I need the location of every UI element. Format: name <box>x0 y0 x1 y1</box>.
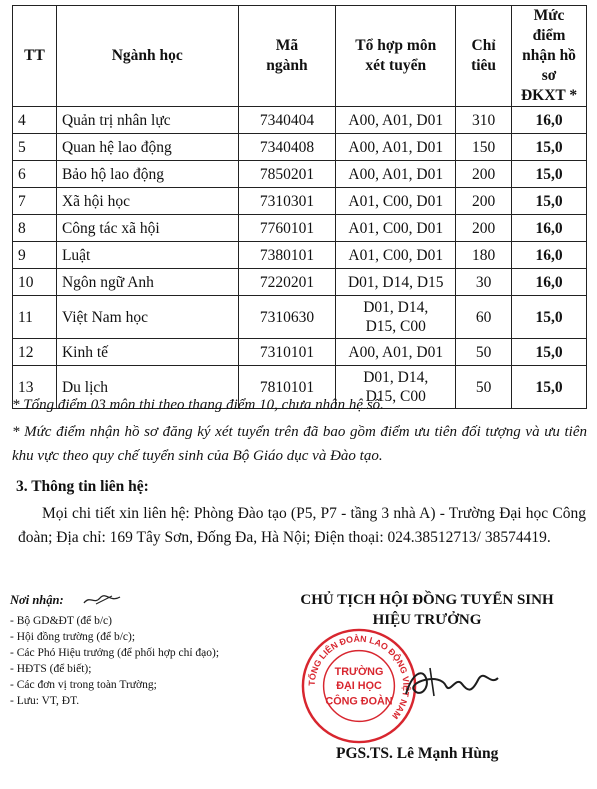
cell-tt: 12 <box>13 339 57 366</box>
cell-score: 16,0 <box>512 269 587 296</box>
cell-quota: 60 <box>456 296 512 339</box>
cell-major: Luật <box>56 242 238 269</box>
cell-quota: 50 <box>456 366 512 409</box>
cell-code: 7810101 <box>238 366 336 409</box>
seal-text-bottom: CÔNG ĐOÀN <box>325 695 393 708</box>
admissions-table <box>12 5 587 409</box>
cell-score: 15,0 <box>512 366 587 409</box>
cell-code: 7310630 <box>238 296 336 339</box>
cell-combination: A00, A01, D01 <box>336 134 456 161</box>
cell-combination: A00, A01, D01 <box>336 107 456 134</box>
cell-code: 7340408 <box>238 134 336 161</box>
cell-combination: D01, D14, D15, C00 <box>336 296 456 339</box>
seal-ring-text: TỔNG LIÊN ĐOÀN LAO ĐỘNG VIỆT NAM <box>306 633 412 722</box>
cell-quota: 30 <box>456 269 512 296</box>
signature-scribble <box>400 664 500 700</box>
header-score: Mức điểm nhận hồ sơ ĐKXT * <box>512 6 587 107</box>
table-row <box>13 161 587 188</box>
seal-text-middle: ĐẠI HỌC <box>336 679 382 692</box>
cell-code: 7380101 <box>238 242 336 269</box>
cell-quota: 310 <box>456 107 512 134</box>
signer-title-council: CHỦ TỊCH HỘI ĐỒNG TUYỂN SINH <box>300 592 554 608</box>
table-header-row <box>13 6 587 107</box>
cell-score: 15,0 <box>512 339 587 366</box>
recipient-item: - Các đơn vị trong toàn Trường; <box>10 679 157 691</box>
cell-score: 16,0 <box>512 215 587 242</box>
cell-major: Xã hội học <box>56 188 238 215</box>
contact-body: Mọi chi tiết xin liên hệ: Phòng Đào tạo (P5, P7 - tầng 3 nhà A) - Trường Đại học Công đoàn; Địa chỉ: 169 Tây Sơn, Đống Đa, Hà Nội; Điện thoại: 024.38512713/ 38574419. <box>18 505 586 546</box>
cell-score: 15,0 <box>512 296 587 339</box>
cell-tt: 7 <box>13 188 57 215</box>
cell-quota: 180 <box>456 242 512 269</box>
cell-major: Ngôn ngữ Anh <box>56 269 238 296</box>
cell-score: 15,0 <box>512 134 587 161</box>
cell-code: 7760101 <box>238 215 336 242</box>
cell-quota: 200 <box>456 188 512 215</box>
cell-quota: 200 <box>456 215 512 242</box>
footnote-total-score: * Tổng điểm 03 môn thi theo thang điểm 10, chưa nhân hệ số. <box>12 397 384 413</box>
cell-quota: 50 <box>456 339 512 366</box>
cell-code: 7220201 <box>238 269 336 296</box>
recipient-item: - Bộ GD&ĐT (để b/c) <box>10 615 112 627</box>
recipients-label: Nơi nhận: <box>10 593 64 607</box>
table-row <box>13 269 587 296</box>
header-tt: TT <box>13 6 57 107</box>
cell-score: 15,0 <box>512 188 587 215</box>
cell-combination: A01, C00, D01 <box>336 242 456 269</box>
cell-major: Công tác xã hội <box>56 215 238 242</box>
table-row <box>13 339 587 366</box>
cell-tt: 13 <box>13 366 57 409</box>
header-major: Ngành học <box>56 6 238 107</box>
table-row <box>13 215 587 242</box>
cell-tt: 4 <box>13 107 57 134</box>
cell-score: 15,0 <box>512 161 587 188</box>
seal-text-top: TRƯỜNG <box>334 666 384 679</box>
cell-tt: 11 <box>13 296 57 339</box>
cell-combination: A01, C00, D01 <box>336 215 456 242</box>
cell-tt: 9 <box>13 242 57 269</box>
recipient-item: - HĐTS (để biết); <box>10 663 92 675</box>
cell-code: 7310301 <box>238 188 336 215</box>
recipient-list <box>10 613 280 709</box>
cell-quota: 150 <box>456 134 512 161</box>
footnote-priority: * Mức điểm nhận hồ sơ đăng ký xét tuyển trên đã bao gồm điểm ưu tiên đối tượng và ưu tiên khu vực theo quy chế tuyển sinh của Bộ Giáo dục và Đào tạo. <box>12 424 587 464</box>
table-row <box>13 134 587 161</box>
cell-major: Quan hệ lao động <box>56 134 238 161</box>
cell-quota: 200 <box>456 161 512 188</box>
cell-tt: 6 <box>13 161 57 188</box>
cell-score: 16,0 <box>512 107 587 134</box>
cell-tt: 10 <box>13 269 57 296</box>
header-code: Mã ngành <box>238 6 336 107</box>
recipient-item: - Các Phó Hiệu trưởng (để phối hợp chỉ đạo); <box>10 647 220 659</box>
header-combination: Tổ hợp môn xét tuyển <box>336 6 456 107</box>
contact-heading: 3. Thông tin liên hệ: <box>16 478 149 495</box>
cell-combination: A00, A01, D01 <box>336 339 456 366</box>
cell-code: 7310101 <box>238 339 336 366</box>
table-row <box>13 242 587 269</box>
cell-major: Kinh tế <box>56 339 238 366</box>
cell-tt: 5 <box>13 134 57 161</box>
cell-major: Việt Nam học <box>56 296 238 339</box>
signer-title-rector: HIỆU TRƯỞNG <box>372 612 482 628</box>
table-row <box>13 296 587 339</box>
cell-major: Bảo hộ lao động <box>56 161 238 188</box>
cell-combination: D01, D14, D15 <box>336 269 456 296</box>
table-row <box>13 107 587 134</box>
recipients-block <box>10 592 280 709</box>
cell-code: 7850201 <box>238 161 336 188</box>
cell-combination: D01, D14, D15, C00 <box>336 366 456 409</box>
cell-combination: A01, C00, D01 <box>336 188 456 215</box>
cell-code: 7340404 <box>238 107 336 134</box>
table-row <box>13 188 587 215</box>
recipient-item: - Lưu: VT, ĐT. <box>10 695 80 707</box>
initials-scribble <box>82 593 122 607</box>
cell-combination: A00, A01, D01 <box>336 161 456 188</box>
cell-major: Quản trị nhân lực <box>56 107 238 134</box>
signer-name: PGS.TS. Lê Mạnh Hùng <box>336 745 499 762</box>
cell-score: 16,0 <box>512 242 587 269</box>
cell-tt: 8 <box>13 215 57 242</box>
recipient-item: - Hội đồng trường (để b/c); <box>10 631 136 643</box>
cell-major: Du lịch <box>56 366 238 409</box>
header-quota: Chỉ tiêu <box>456 6 512 107</box>
